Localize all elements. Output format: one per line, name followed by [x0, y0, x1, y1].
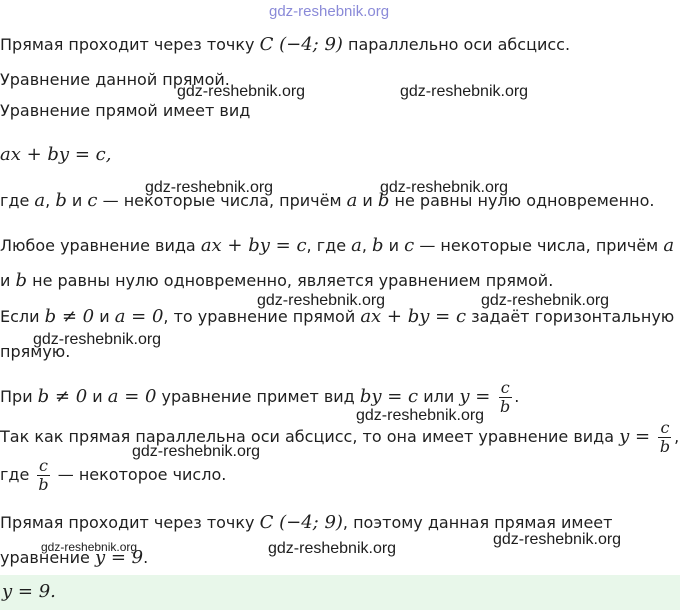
text: и	[0, 271, 16, 290]
text: , где	[306, 236, 352, 255]
equation: ax + by = c,	[0, 144, 112, 165]
text: где	[0, 191, 35, 210]
text: Прямая проходит через точку	[0, 35, 260, 54]
text: Так как прямая параллельна оси абсцисс, то она имеет уравнение вида	[0, 427, 620, 446]
paragraph-7	[0, 271, 553, 291]
text: — некоторые числа, причём	[414, 236, 664, 255]
denominator: b	[38, 475, 49, 494]
text: При	[0, 387, 38, 406]
watermark: gdz-reshebnik.org	[145, 179, 274, 196]
text: Любое уравнение вида	[0, 236, 201, 255]
var: a	[346, 190, 358, 211]
var: a	[34, 190, 46, 211]
text: уравнение	[0, 548, 95, 567]
watermark: gdz-reshebnik.org	[177, 83, 306, 100]
var: a	[663, 235, 675, 256]
watermark: gdz-reshebnik.org	[268, 540, 397, 557]
text: и	[87, 387, 108, 406]
text: ,	[45, 191, 56, 210]
denominator: b	[659, 437, 671, 456]
equation-y: y =	[619, 426, 656, 447]
answer-box	[0, 575, 680, 610]
fraction-c-over-b	[498, 379, 512, 416]
text: , то уравнение прямой	[163, 307, 361, 326]
expression: a = 0	[107, 386, 157, 407]
watermark: gdz-reshebnik.org	[380, 179, 509, 196]
equation-y: y =	[459, 386, 497, 407]
paragraph-5	[0, 191, 654, 211]
text: .	[143, 548, 149, 567]
text: или	[418, 387, 460, 406]
var: c	[87, 190, 98, 211]
text: — некоторое число.	[52, 465, 227, 484]
var: b	[372, 235, 384, 256]
text: Уравнение прямой имеет вид	[0, 101, 251, 120]
watermark-small: gdz-reshebnik.org	[41, 540, 138, 554]
numerator: c	[39, 456, 49, 475]
text: .	[514, 387, 520, 406]
text: параллельно оси абсцисс.	[342, 35, 571, 54]
text: Если	[0, 307, 45, 326]
text: не равны нулю одновременно.	[389, 191, 655, 210]
numerator: c	[660, 418, 670, 437]
var: b	[377, 190, 390, 211]
watermark-top: gdz-reshebnik.org	[269, 3, 390, 20]
text: , поэтому данная прямая имеет	[342, 513, 613, 532]
watermark: gdz-reshebnik.org	[400, 83, 529, 100]
expression: b ≠ 0	[37, 386, 88, 407]
equation: ax + by = c	[200, 235, 307, 256]
text: где	[0, 465, 35, 484]
text: Уравнение данной прямой.	[0, 70, 230, 89]
expression: a = 0	[114, 306, 164, 327]
fraction-c-over-b	[658, 419, 672, 456]
paragraph-12	[0, 455, 226, 495]
watermark: gdz-reshebnik.org	[481, 292, 610, 309]
text: и	[66, 191, 88, 210]
paragraph-1	[0, 35, 570, 55]
denominator: b	[500, 397, 511, 416]
fraction-c-over-b	[36, 457, 50, 494]
equation: by = c	[359, 386, 419, 407]
text: не равны нулю одновременно, является уравнением прямой.	[27, 271, 554, 290]
expression: b ≠ 0	[44, 306, 95, 327]
paragraph-13	[0, 513, 612, 533]
paragraph-3	[0, 101, 250, 121]
text: уравнение примет вид	[156, 387, 360, 406]
point-c: C (−4; 9)	[259, 34, 343, 55]
var: b	[55, 190, 67, 211]
paragraph-11	[0, 417, 679, 457]
text: — некоторые числа, причём	[97, 191, 347, 210]
watermark: gdz-reshebnik.org	[257, 292, 386, 309]
watermark: gdz-reshebnik.org	[493, 531, 622, 548]
paragraph-8	[0, 307, 674, 327]
text: и	[357, 191, 378, 210]
paragraph-14	[0, 548, 148, 568]
paragraph-9	[0, 342, 70, 362]
watermark: gdz-reshebnik.org	[356, 407, 485, 424]
numerator: c	[500, 378, 510, 397]
var: a	[351, 235, 362, 256]
text: задаёт горизонтальную	[466, 307, 675, 326]
equation-general	[0, 145, 111, 165]
var: c	[404, 235, 415, 256]
equation: y = 9	[94, 547, 144, 568]
equation: ax + by = c	[360, 306, 467, 327]
answer-equation: y = 9.	[2, 581, 56, 602]
text: прямую.	[0, 342, 71, 361]
var: b	[15, 270, 28, 291]
point-c: C (−4; 9)	[259, 512, 343, 533]
paragraph-6	[0, 236, 674, 256]
text: и	[94, 307, 115, 326]
watermark: gdz-reshebnik.org	[33, 331, 162, 348]
watermark: gdz-reshebnik.org	[132, 443, 261, 460]
text: ,	[361, 236, 373, 255]
text: ,	[674, 427, 680, 446]
text: и	[383, 236, 405, 255]
text: Прямая проходит через точку	[0, 513, 260, 532]
